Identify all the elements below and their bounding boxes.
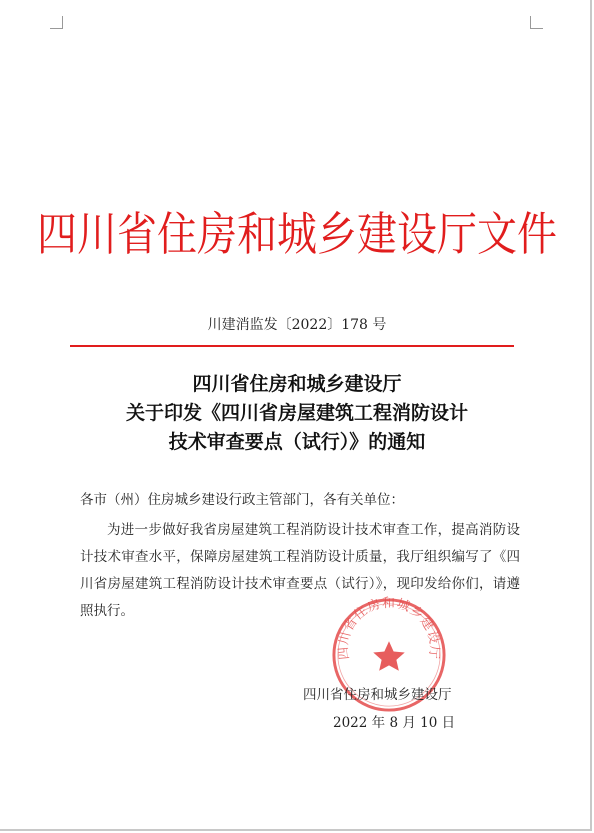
body-paragraph: 为进一步做好我省房屋建筑工程消防设计技术审查工作，提高消防设计技术审查水平，保障房屋建筑工程消防设计质量，我厅组织编写了《四川省房屋建筑工程消防设计技术审查要点（试行）》，现印发给你们，请遵照执行。 [80, 522, 520, 619]
addressee-line: 各市（州）住房城乡建设行政主管部门，各有关单位： [80, 492, 404, 508]
signing-date: 2022 年 8 月 10 日 [333, 715, 456, 731]
seal-star-icon [373, 641, 404, 671]
red-divider-rule [70, 345, 514, 347]
document-title [0, 370, 594, 457]
title-line-1: 四川省住房和城乡建设厅 [192, 373, 402, 395]
title-line-2: 关于印发《四川省房屋建筑工程消防设计 [125, 402, 468, 424]
crop-mark-top-right [530, 16, 543, 29]
title-line-3: 技术审查要点（试行）》的通知 [168, 431, 426, 453]
issuer-header: 四川省住房和城乡建设厅文件 [37, 208, 557, 262]
document-number: 川建消监发〔2022〕178 号 [207, 317, 387, 333]
seal-text: 四川省住房和城乡建设厅 [336, 596, 442, 661]
signer-name: 四川省住房和城乡建设厅 [303, 687, 452, 703]
crop-mark-top-left [50, 16, 63, 29]
